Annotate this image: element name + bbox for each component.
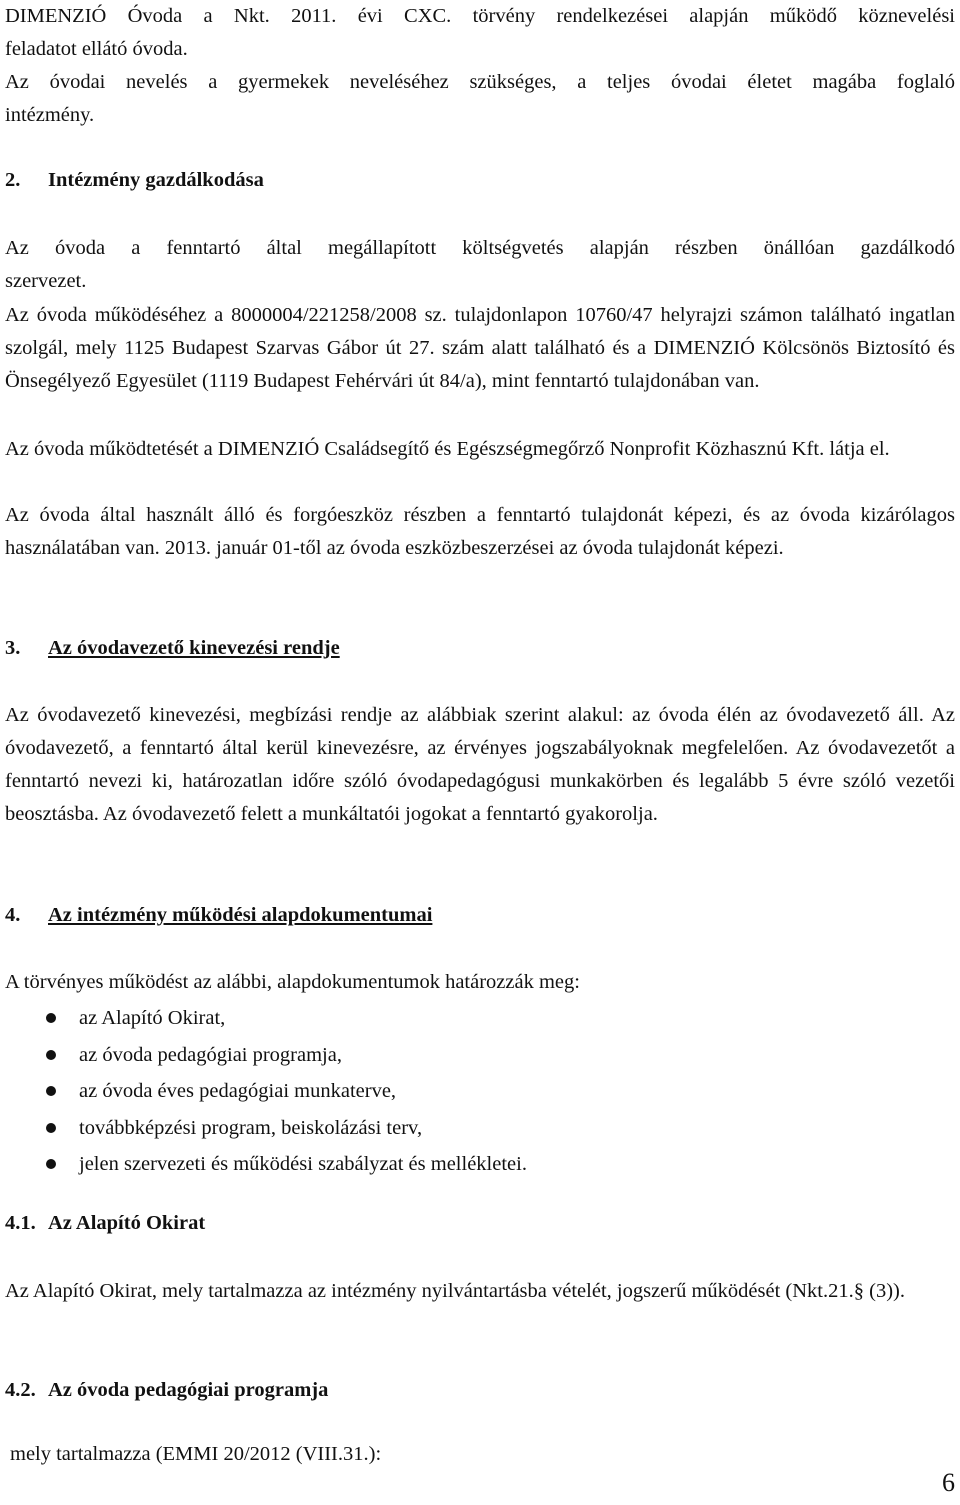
- list-item: az Alapító Okirat,: [5, 1000, 945, 1037]
- section-3-p1: Az óvodavezető kinevezési, megbízási rendje az alábbiak szerint alakul: az óvoda élén az óvodavezető áll. Az óvodavezető, a fenntartó által kerül kinevezésre, az érvényes jogszabályoknak megfelelően. Az óvodavezetőt a fenntartó nevezi ki, határozatlan időre szóló óvodapedagógusi munkakörben és legalább 5 évre szóló vezetői beosztásba. Az óvodavezető felett a munkáltatói jogokat a fenntartó gyakorolja.: [5, 704, 955, 825]
- section-4-title: Az intézmény működési alapdokumentumai: [48, 904, 433, 926]
- alapdokumentumok-list: [5, 1000, 945, 1183]
- section-4-2-title: Az óvoda pedagógiai programja: [48, 1379, 329, 1401]
- bullet-icon: [46, 1086, 56, 1096]
- section-4-heading: [5, 899, 955, 932]
- section-4-2-p1: mely tartalmazza (EMMI 20/2012 (VIII.31.):: [10, 1443, 382, 1465]
- page-number: 6: [942, 1468, 955, 1497]
- section-4-2-number: 4.2.: [5, 1379, 36, 1401]
- section-2-p1-line-2: szervezet.: [5, 270, 87, 292]
- section-3-title: Az óvodavezető kinevezési rendje: [48, 637, 340, 659]
- section-4-number: 4.: [5, 904, 21, 926]
- bullet-icon: [46, 1123, 56, 1133]
- section-4-1-title: Az Alapító Okirat: [48, 1212, 206, 1234]
- intro-line-3: Az óvodai nevelés a gyermekek neveléséhez szükséges, a teljes óvodai életet magába foglaló: [5, 71, 955, 93]
- section-4-1-p1: Az Alapító Okirat, mely tartalmazza az intézmény nyilvántartásba vételét, jogszerű működését (Nkt.21.§ (3)).: [5, 1280, 905, 1302]
- bullet-icon: [46, 1013, 56, 1023]
- section-4-1-number: 4.1.: [5, 1212, 36, 1234]
- section-2-title: Intézmény gazdálkodása: [48, 169, 264, 191]
- section-4-2-heading: [5, 1374, 955, 1407]
- section-3-number: 3.: [5, 637, 21, 659]
- section-2-p1-line-1: Az óvoda a fenntartó által megállapított költségvetés alapján részben önállóan gazdálkodó: [5, 237, 955, 259]
- list-item: az óvoda éves pedagógiai munkaterve,: [5, 1073, 945, 1110]
- section-3-heading: [5, 632, 955, 665]
- intro-line-4: intézmény.: [5, 104, 95, 126]
- section-4-1-heading: [5, 1207, 955, 1240]
- section-2-p3: Az óvoda működtetését a DIMENZIÓ Családsegítő és Egészségmegőrző Nonprofit Közhasznú Kft. látja el.: [5, 438, 890, 460]
- list-item: jelen szervezeti és működési szabályzat és mellékletei.: [5, 1146, 945, 1183]
- list-item: az óvoda pedagógiai programja,: [5, 1037, 945, 1074]
- bullet-icon: [46, 1159, 56, 1169]
- section-4-intro: A törvényes működést az alábbi, alapdokumentumok határozzák meg:: [5, 971, 580, 993]
- list-item: továbbképzési program, beiskolázási terv,: [5, 1110, 945, 1147]
- section-2-number: 2.: [5, 169, 21, 191]
- intro-line-2: feladatot ellátó óvoda.: [5, 38, 188, 60]
- section-2-heading: [5, 164, 955, 197]
- section-2-p4: Az óvoda által használt álló és forgóeszköz részben a fenntartó tulajdonát képezi, és az óvoda kizárólagos használatában van. 2013. január 01-től az óvoda eszközbeszerzései az óvoda tulajdonát képezi.: [5, 504, 955, 559]
- intro-line-1: DIMENZIÓ Óvoda a Nkt. 2011. évi CXC. törvény rendelkezései alapján működő köznevelési: [5, 5, 955, 27]
- section-2-p2: Az óvoda működéséhez a 8000004/221258/2008 sz. tulajdonlapon 10760/47 helyrajzi számon található ingatlan szolgál, mely 1125 Budapest Szarvas Gábor út 27. szám alatt található és a DIMENZIÓ Kölcsönös Biztosító és Önsegélyező Egyesület (1119 Budapest Fehérvári út 84/a), mint fenntartó tulajdonában van.: [5, 304, 955, 392]
- bullet-icon: [46, 1050, 56, 1060]
